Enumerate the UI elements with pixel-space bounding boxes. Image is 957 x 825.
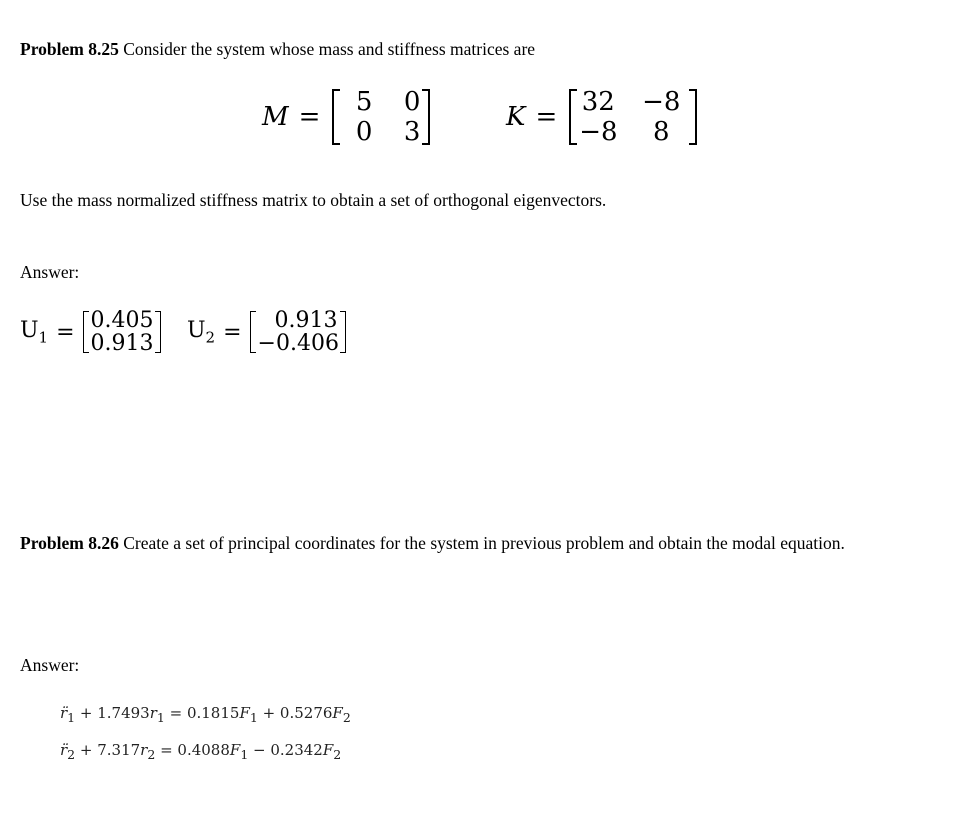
- equals-sign: =: [56, 319, 75, 345]
- matrix-cell: 8: [652, 117, 670, 147]
- mass-matrix-equation: [262, 87, 430, 147]
- problem-text: Create a set of principal coordinates for the system in previous problem and obtain the modal equation.: [118, 533, 845, 553]
- u2-symbol: $U_2$: [187, 317, 216, 347]
- matrix-cell: 32: [581, 87, 615, 117]
- problem-8-25-statement: [20, 38, 535, 60]
- problem-text: Consider the system whose mass and stiffness matrices are: [118, 39, 536, 59]
- mass-matrix: [332, 87, 430, 147]
- stiffness-matrix-equation: [506, 87, 697, 147]
- equals-sign: =: [223, 319, 242, 345]
- u1-symbol: $U_1$: [20, 317, 49, 347]
- matrix-cell: 3: [403, 117, 421, 147]
- stiffness-symbol: K: [506, 102, 526, 132]
- matrix-cell: 0: [355, 117, 373, 147]
- answer-label: Answer:: [20, 655, 80, 675]
- equals-sign: =: [298, 102, 321, 132]
- mass-symbol: M: [262, 102, 289, 132]
- u2-vector: [250, 309, 346, 355]
- matrix-cell: 5: [355, 87, 373, 117]
- equals-sign: =: [535, 102, 558, 132]
- vector-cell: −0.406: [257, 331, 339, 356]
- modal-equation-1: $r̈_1 + 1.7493r_1 = 0.1815F_1 + 0.5276F_2$: [60, 704, 351, 725]
- stiffness-matrix: [569, 87, 697, 147]
- problem-label: Problem 8.26: [20, 533, 119, 553]
- problem-label: Problem 8.25: [20, 39, 119, 59]
- modal-equation-2: $r̈_2 + 7.317r_2 = 0.4088F_1 - 0.2342F_2$: [60, 741, 342, 762]
- problem-8-26-statement: [20, 532, 940, 554]
- eigenvector-u1: [20, 309, 161, 355]
- matrix-cell: −8: [642, 87, 681, 117]
- matrix-cell: −8: [579, 117, 618, 147]
- vector-cell: 0.913: [90, 331, 154, 356]
- answer-label: Answer:: [20, 262, 80, 282]
- vector-cell: 0.405: [90, 308, 154, 333]
- problem-8-25-instruction: Use the mass normalized stiffness matrix to obtain a set of orthogonal eigenvectors.: [20, 190, 607, 210]
- matrix-cell: 0: [403, 87, 421, 117]
- vector-cell: 0.913: [274, 308, 338, 333]
- eigenvector-u2: [187, 309, 346, 355]
- u1-vector: [83, 309, 161, 355]
